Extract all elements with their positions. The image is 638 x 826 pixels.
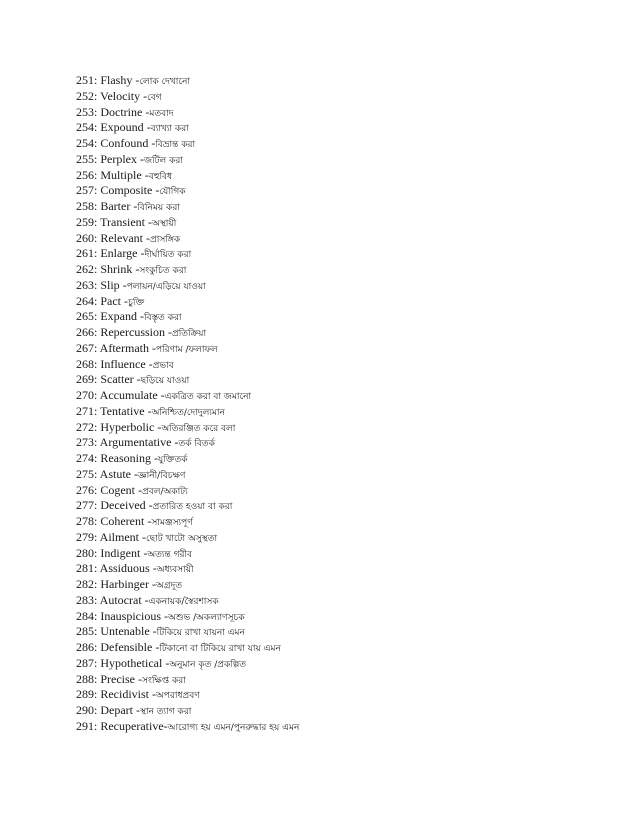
vocab-entry [76,308,616,324]
vocab-entry [76,387,616,403]
vocab-entry [76,639,616,655]
entry-separator: : [94,340,100,355]
entry-number: 261 [76,246,94,261]
meaning-separator: - [149,577,156,591]
entry-separator: : [94,592,100,607]
meaning-separator: - [152,183,160,198]
bengali-meaning: প্রতারিত হওয়া বা করা [152,502,233,513]
entry-separator: : [94,419,101,434]
entry-number: 281 [76,561,94,576]
entry-separator: : [94,451,101,465]
bengali-meaning: অতিরঞ্জিত করে বলা [161,423,236,434]
entry-number: 253 [76,104,94,119]
bengali-meaning: ছড়িয়ে যাওয়া [140,376,190,387]
bengali-meaning: সংক্ষিপ্ত করা [142,675,186,686]
vocab-entry [76,702,616,718]
bengali-meaning: টিকিয়ে রাখা যায়না এমন [156,628,245,639]
meaning-separator: - [119,277,127,292]
meaning-separator: - [171,435,179,450]
entry-separator: : [94,230,101,245]
vocab-entry [76,623,616,639]
entry-separator: : [94,482,101,497]
entry-separator: : [94,151,101,166]
entry-separator: : [94,309,101,324]
bengali-meaning: অনুমান কৃত /প্রকল্পিত [169,659,247,670]
entry-number: 285 [76,624,94,639]
vocab-entry [76,88,616,104]
vocab-entry [76,560,616,576]
bengali-meaning: পলায়ন/এড়িয়ে যাওয়া [126,281,206,292]
meaning-separator: - [161,608,168,623]
english-word: Velocity [100,88,141,103]
meaning-separator: - [130,199,138,213]
bengali-meaning: ব্যাখ্যা করা [150,124,189,135]
entry-number: 288 [76,671,94,686]
entry-separator: : [94,687,101,702]
bengali-meaning: পরিণাম /ফলাফল [155,344,218,355]
vocab-entry [76,608,616,624]
meaning-separator: - [144,514,152,528]
vocab-entry [76,718,616,734]
bengali-meaning: বিভ্রান্ত করা [155,140,196,150]
english-word: Recidivist [100,687,150,702]
entry-separator: : [94,246,101,261]
meaning-separator: - [133,372,141,387]
english-word: Scatter [100,372,134,387]
entry-separator: : [94,199,101,213]
meaning-separator: - [144,403,152,418]
entry-separator: : [94,183,101,198]
meaning-separator: - [141,167,149,182]
meaning-separator: - [165,325,172,339]
english-word: Flashy [100,73,133,87]
english-word: Barter [100,199,131,213]
vocab-entry [76,482,616,498]
vocab-entry [76,529,616,545]
vocab-entry [76,245,616,261]
vocab-entry [76,655,616,671]
english-word: Hyperbolic [100,419,155,434]
entry-number: 273 [76,435,94,450]
entry-separator: : [94,577,101,591]
entry-separator: : [94,624,101,639]
bengali-meaning: টিকানো বা টিকিয়ে রাখা যায় এমন [159,644,281,654]
english-word: Tentative [100,403,145,418]
entry-separator: : [94,435,100,450]
vocab-entry [76,576,616,592]
entry-separator: : [94,262,101,276]
meaning-separator: - [152,640,160,654]
entry-number: 259 [76,214,94,229]
vocab-entry [76,277,616,293]
entry-number: 291 [76,718,94,733]
bengali-meaning: অনিশ্চিত/দোদুল্যমান [151,407,225,418]
bengali-meaning: বেগ [147,92,162,103]
vocab-entry [76,340,616,356]
english-word: Repercussion [100,325,165,339]
english-word: Aftermath [99,340,149,355]
english-word: Hypothetical [100,655,163,670]
entry-number: 271 [76,403,94,418]
entry-separator: : [94,120,101,135]
vocab-entry [76,497,616,513]
entry-number: 265 [76,309,94,324]
bengali-meaning: লোক দেখানো [139,77,190,87]
entry-separator: : [94,655,101,670]
vocab-entry [76,198,616,214]
meaning-separator: - [148,340,156,355]
entry-separator: : [94,277,101,292]
english-word: Transient [100,214,146,229]
bengali-meaning: বিস্তৃত করা [144,313,182,324]
vocab-entry [76,104,616,120]
entry-number: 282 [76,577,94,591]
entry-separator: : [94,608,101,623]
english-word: Composite [100,183,153,198]
entry-separator: : [94,703,101,717]
entry-separator: : [94,718,101,733]
entry-number: 260 [76,230,94,245]
entry-separator: : [94,372,101,387]
meaning-separator: - [151,451,159,465]
entry-number: 290 [76,703,94,717]
meaning-separator: - [145,214,153,229]
entry-separator: : [94,167,101,182]
meaning-separator: - [149,561,157,576]
bengali-meaning: অস্থায়ী [152,218,177,229]
bengali-meaning: বহুবিধ [148,171,173,182]
vocab-entry [76,419,616,435]
english-word: Slip [100,277,120,292]
bengali-meaning: প্রবল/অকাট্য [142,486,188,497]
entry-separator: : [94,529,100,544]
meaning-separator: - [140,545,148,560]
bengali-meaning: প্রতিক্রিয়া [172,329,207,339]
english-word: Confound [100,136,149,150]
entry-number: 267 [76,340,94,355]
entry-number: 263 [76,277,94,292]
entry-number: 254 [76,120,94,135]
entry-separator: : [94,498,101,513]
vocab-entry [76,466,616,482]
entry-separator: : [94,325,101,339]
entry-number: 280 [76,545,94,560]
entry-separator: : [94,514,101,528]
entry-number: 268 [76,356,94,371]
meaning-separator: - [141,592,149,607]
vocab-entry [76,592,616,608]
entry-number: 283 [76,592,94,607]
entry-number: 257 [76,183,94,198]
bengali-meaning: অধ্যবসায়ী [156,565,194,576]
entry-separator: : [94,403,101,418]
english-word: Enlarge [100,246,138,261]
vocab-entry [76,324,616,340]
entry-separator: : [94,671,101,686]
entry-number: 284 [76,608,94,623]
vocab-entry [76,293,616,309]
vocab-entry [76,135,616,151]
english-word: Indigent [100,545,141,560]
vocab-entry [76,450,616,466]
entry-separator: : [94,88,101,103]
entry-number: 277 [76,498,94,513]
entry-number: 264 [76,293,94,308]
entry-number: 254 [76,136,94,150]
english-word: Accumulate [99,388,158,402]
vocab-entry [76,513,616,529]
vocab-entry [76,671,616,687]
entry-number: 258 [76,199,94,213]
bengali-meaning: অপরাধপ্রবণ [156,691,200,702]
bengali-meaning: প্রাসঙ্গিক [150,234,181,245]
vocab-entry [76,434,616,450]
english-word: Ailment [99,529,139,544]
bengali-meaning: তর্ক বিতর্ক [178,439,215,450]
entry-number: 270 [76,388,94,402]
bengali-meaning: বিনিময় করা [137,203,180,213]
entry-number: 286 [76,640,94,654]
meaning-separator: - [137,246,145,261]
vocab-entry [76,72,616,88]
entry-separator: : [94,466,100,481]
english-word: Argumentative [99,435,172,450]
entry-number: 272 [76,419,94,434]
vocab-entry [76,119,616,135]
entry-number: 256 [76,167,94,182]
meaning-separator: - [157,388,165,402]
bengali-meaning: চুক্তি [128,297,145,308]
meaning-separator: - [132,262,140,276]
bengali-meaning: যৌগিক [159,187,186,198]
vocab-entry [76,151,616,167]
entry-number: 274 [76,451,94,465]
english-word: Cogent [100,482,136,497]
meaning-separator: - [148,136,156,150]
english-word: Defensible [100,640,153,654]
entry-separator: : [94,293,101,308]
meaning-separator: - [140,88,148,103]
english-word: Pact [100,293,122,308]
english-word: Shrink [100,262,133,276]
entry-number: 255 [76,151,94,166]
meaning-separator: - [121,293,129,308]
entry-number: 251 [76,73,94,87]
english-word: Precise [100,671,135,686]
bengali-meaning: প্রভাব [152,360,174,371]
entry-separator: : [94,104,101,119]
english-word: Relevant [100,230,143,245]
bengali-meaning: অগ্রদূত [156,581,183,591]
meaning-separator: - [149,687,157,702]
meaning-separator: - [142,104,150,119]
entry-separator: : [94,356,101,371]
bengali-meaning: আরোগ্য হয় এমন/পুনরুদ্ধার হয় এমন [167,722,300,733]
meaning-separator: - [139,529,146,544]
vocab-entry [76,356,616,372]
english-word: Multiple [100,167,142,182]
bengali-meaning: দীর্ঘায়িত করা [144,250,192,261]
bengali-meaning: সামঞ্জস্যপূর্ণ [151,518,193,528]
english-word: Influence [100,356,146,371]
bengali-meaning: অত্যন্ত গরীব [147,549,192,560]
vocab-entry [76,261,616,277]
english-word: Expand [100,309,137,324]
english-word: Inauspicious [100,608,161,623]
entry-number: 269 [76,372,94,387]
meaning-separator: - [145,498,153,513]
english-word: Recuperative [100,718,164,733]
entry-separator: : [94,214,101,229]
meaning-separator: - [143,230,150,245]
meaning-separator: - [163,718,168,733]
english-word: Coherent [100,514,145,528]
vocab-entry [76,545,616,561]
entry-number: 278 [76,514,94,528]
bengali-meaning: স্থান ত্যাগ করা [140,707,192,717]
meaning-separator: - [132,73,140,87]
meaning-separator: - [162,655,170,670]
entry-separator: : [94,640,101,654]
entry-separator: : [94,561,100,576]
meaning-separator: - [143,120,151,135]
vocab-entry [76,182,616,198]
entry-number: 276 [76,482,94,497]
meaning-separator: - [137,151,144,166]
bengali-meaning: একনায়ক/স্বৈরশাসক [148,596,219,607]
english-word: Deceived [100,498,146,513]
english-word: Reasoning [100,451,152,465]
entry-number: 275 [76,466,94,481]
vocab-entry [76,214,616,230]
english-word: Depart [100,703,133,717]
bengali-meaning: সংকুচিত করা [139,266,187,276]
bengali-meaning: ছোট খাটো অসুস্থতা [146,533,218,544]
vocab-entry [76,167,616,183]
bengali-meaning: জ্ঞানী/বিচক্ষণ [138,470,186,481]
bengali-meaning: যুক্তিতর্ক [158,455,188,465]
entry-number: 252 [76,88,94,103]
vocabulary-list [76,72,616,734]
meaning-separator: - [145,356,153,371]
vocab-entry [76,403,616,419]
english-word: Harbinger [100,577,149,591]
entry-separator: : [94,388,100,402]
entry-number: 289 [76,687,94,702]
entry-number: 287 [76,655,94,670]
entry-separator: : [94,73,101,87]
entry-separator: : [94,545,101,560]
bengali-meaning: অশুভ /অকল্যাণসূচক [168,612,245,623]
english-word: Doctrine [100,104,143,119]
vocab-entry [76,686,616,702]
meaning-separator: - [137,309,144,324]
english-word: Assiduous [99,561,150,576]
english-word: Autocrat [99,592,142,607]
entry-separator: : [94,136,101,150]
meaning-separator: - [149,624,157,639]
entry-number: 266 [76,325,94,339]
vocab-entry [76,371,616,387]
bengali-meaning: একত্রিত করা বা জমানো [164,392,252,402]
bengali-meaning: মতবাদ [149,108,174,119]
meaning-separator: - [154,419,162,434]
english-word: Expound [100,120,144,135]
entry-number: 279 [76,529,94,544]
english-word: Untenable [100,624,150,639]
entry-number: 262 [76,262,94,276]
english-word: Perplex [100,151,137,166]
english-word: Astute [99,466,132,481]
meaning-separator: - [133,703,140,717]
meaning-separator: - [131,466,139,481]
meaning-separator: - [135,482,143,497]
vocab-entry [76,230,616,246]
bengali-meaning: জটিল করা [144,155,183,166]
meaning-separator: - [135,671,142,686]
